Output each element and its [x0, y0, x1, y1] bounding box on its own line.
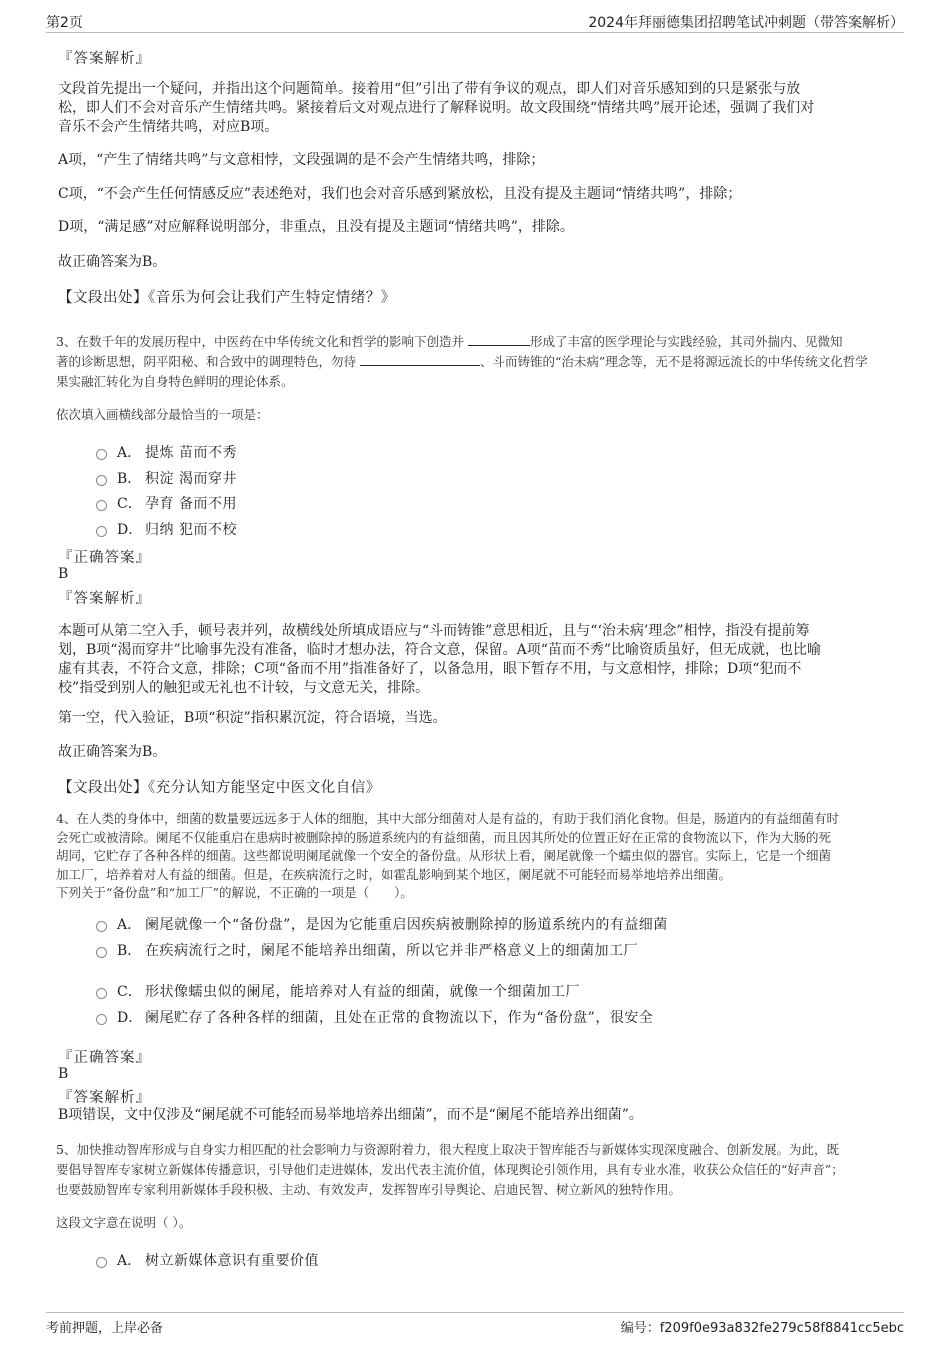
q2-note-d: D项，“满足感”对应解释说明部分，非重点，且没有提及主题词“情绪共鸣”，排除。 — [58, 219, 574, 235]
q4-analysis: B项错误，文中仅涉及“阑尾就不可能轻而易举地培养出细菌”，而不是“阑尾不能培养出细菌”。 — [58, 1107, 643, 1123]
option-letter: C． — [117, 496, 142, 512]
q3-source — [58, 776, 888, 797]
q2-analysis-line: 文段首先提出一个疑问，并指出这个问题简单。接着用“但”引出了带有争议的观点，即人们对音乐感知到的只是紧张与放 — [58, 81, 801, 97]
correct-answer-label: 『正确答案』 — [58, 1050, 151, 1066]
correct-answer-label: 『正确答案』 — [58, 550, 151, 566]
option-text: 孕育 备而不用 — [145, 496, 237, 512]
source-label: 【文段出处】 — [58, 780, 148, 796]
q2-note-a: A项，“产生了情绪共鸣”与文意相悖，文段强调的是不会产生情绪共鸣，排除； — [58, 152, 545, 168]
q3-stem-text: 果实融汇转化为自身特色鲜明的理论体系。 — [56, 374, 294, 389]
q4-stem-line: 4、在人类的身体中，细菌的数量要远远多于人体的细胞，其中大部分细菌对人是有益的，有助于我们消化食物。但是，肠道内的有益细菌有时 — [56, 811, 839, 826]
page-header — [46, 10, 904, 33]
q3-analysis-line: 划，B项“渴而穿井”比喻事先没有准备，临时才想办法，符合文意，保留。A项“苗而不秀”比喻资质虽好，但无成就，也比喻 — [58, 642, 822, 658]
q2-source — [58, 286, 888, 307]
radio-icon[interactable] — [96, 947, 107, 958]
radio-icon[interactable] — [96, 449, 107, 460]
radio-icon[interactable] — [96, 988, 107, 999]
q3-analysis-line: 本题可从第二空入手，顿号表并列，故横线处所填成语应与“斗而铸锥”意思相近，且与“‘治未病’理念”相悖，指没有提前筹 — [58, 623, 810, 639]
q3-analysis — [58, 622, 888, 698]
q3-stem — [56, 332, 886, 392]
q4-stem — [56, 810, 886, 903]
option-text: 阑尾就像一个“备份盘”，是因为它能重启因疾病被删除掉的肠道系统内的有益细菌 — [145, 917, 668, 933]
q3-answer: B — [58, 566, 69, 582]
answer-blank — [360, 353, 480, 366]
q3-analysis-line: 虚有其表，不符合文意，排除；C项“备而不用”指准备好了，以备急用，眼下暂存不用，与文意相悖，排除；D项“犯而不 — [58, 661, 802, 677]
option-text: 积淀 渴而穿井 — [145, 471, 237, 487]
analysis-label: 『答案解析』 — [58, 51, 151, 67]
q5-stem — [56, 1140, 886, 1200]
q5-stem-line: 也要鼓励智库专家利用新媒体手段积极、主动、有效发声，发挥智库引导舆论、启迪民智、树立新风的独特作用。 — [56, 1182, 682, 1197]
option-letter: A． — [117, 445, 142, 461]
document-code: 编号：f209f0e93a832fe279c58f8841cc5ebc — [620, 1321, 904, 1336]
option-text: 在疾病流行之时，阑尾不能培养出细菌，所以它并非严格意义上的细菌加工厂 — [145, 943, 638, 959]
radio-icon[interactable] — [96, 500, 107, 511]
q5-stem-line: 要倡导智库专家树立新媒体传播意识，引导他们走进媒体，发出代表主流价值，体现舆论引领作用，具有专业水准，收获公众信任的“好声音”； — [56, 1162, 844, 1177]
radio-icon[interactable] — [96, 1257, 107, 1268]
q3-stem-text: 、斗而铸锥的“治未病”理念等，无不是将源远流长的中华传统文化哲学 — [480, 354, 868, 369]
source-label: 【文段出处】 — [58, 290, 148, 306]
option-letter: C． — [117, 984, 142, 1000]
option-letter: D． — [117, 522, 143, 538]
option-letter: A． — [117, 1253, 142, 1269]
q2-analysis — [58, 80, 888, 137]
q3-stem-text: 3、在数千年的发展历程中，中医药在中华传统文化和哲学的影响下创造并 — [56, 334, 464, 349]
q2-analysis-line: 松，即人们不会对音乐产生情绪共鸣。紧接着后文对观点进行了解释说明。故文段围绕“情绪共鸣”展开论述，强调了我们对 — [58, 100, 815, 116]
q2-analysis-line: 音乐不会产生情绪共鸣，对应B项。 — [58, 119, 279, 135]
q4-option-d[interactable] — [96, 1007, 653, 1027]
q3-option-d[interactable] — [96, 519, 237, 539]
q5-stem-line: 5、加快推动智库形成与自身实力相匹配的社会影响力与资源附着力，很大程度上取决于智库能否与新媒体实现深度融合、创新发展。为此，既 — [56, 1142, 839, 1157]
q3-option-a[interactable] — [96, 442, 237, 462]
option-text: 归纳 犯而不校 — [145, 522, 237, 538]
analysis-label: 『答案解析』 — [58, 591, 151, 607]
q4-stem-line: 下列关于“备份盘”和“加工厂”的解说，不正确的一项是（ ）。 — [56, 885, 413, 900]
q4-option-c[interactable] — [96, 981, 580, 1001]
q3-verify: 第一空，代入验证，B项“积淀”指积累沉淀，符合语境，当选。 — [58, 710, 447, 726]
q4-option-b[interactable] — [96, 940, 638, 960]
option-letter: B． — [117, 471, 142, 487]
option-text: 提炼 苗而不秀 — [145, 445, 237, 461]
radio-icon[interactable] — [96, 1014, 107, 1025]
q3-stem-text: 形成了丰富的医学理论与实践经验，其司外揣内、见微知 — [529, 334, 843, 349]
q5-prompt: 这段文字意在说明（ ）。 — [56, 1215, 192, 1230]
option-text: 形状像蠕虫似的阑尾，能培养对人有益的细菌，就像一个细菌加工厂 — [145, 984, 580, 1000]
q3-conclusion: 故正确答案为B。 — [58, 744, 167, 760]
source-title: 《充分认知方能坚定中医文化自信》 — [148, 780, 381, 796]
q3-option-b[interactable] — [96, 468, 237, 488]
option-letter: D． — [117, 1010, 143, 1026]
q4-stem-line: 胡同，它贮存了各种各样的细菌。这些都说明阑尾就像一个安全的备份盘。从形状上看，阑尾就像一个蠕虫似的器官。实际上，它是一个细菌 — [56, 848, 832, 863]
option-letter: B． — [117, 943, 142, 959]
q4-stem-line: 加工厂，培养着对人有益的细菌。但是，在疾病流行之时，如霍乱影响到某个地区，阑尾就不可能轻而易举地培养出细菌。 — [56, 866, 732, 882]
radio-icon[interactable] — [96, 475, 107, 486]
q5-option-a[interactable] — [96, 1250, 319, 1270]
q2-note-c: C项，“不会产生任何情感反应”表述绝对，我们也会对音乐感到紧放松，且没有提及主题词“情绪共鸣”，排除； — [58, 186, 742, 202]
q4-option-a[interactable] — [96, 914, 668, 934]
q3-stem-text: 著的诊断思想，阴平阳秘、和合致中的调理特色，勿待 — [56, 354, 357, 369]
source-title: 《音乐为何会让我们产生特定情绪？》 — [148, 290, 396, 306]
document-title: 2024年拜丽德集团招聘笔试冲刺题（带答案解析） — [588, 15, 904, 31]
q4-stem-line: 会死亡或被清除。阑尾不仅能重启在患病时被删除掉的肠道系统内的有益细菌，而且因其所处的位置正好在正常的食物流以下，作为大肠的死 — [56, 829, 832, 845]
radio-icon[interactable] — [96, 526, 107, 537]
option-text: 树立新媒体意识有重要价值 — [145, 1253, 319, 1269]
q3-prompt: 依次填入画横线部分最恰当的一项是： — [56, 407, 269, 422]
analysis-label: 『答案解析』 — [58, 1090, 151, 1106]
q4-answer: B — [58, 1066, 69, 1082]
radio-icon[interactable] — [96, 921, 107, 932]
page-footer — [46, 1312, 904, 1335]
footer-slogan: 考前押题，上岸必备 — [46, 1321, 164, 1336]
q3-option-c[interactable] — [96, 493, 237, 513]
option-letter: A． — [117, 917, 142, 933]
q3-analysis-line: 校”指受到别人的触犯或无礼也不计较，与文意无关，排除。 — [58, 680, 430, 696]
option-text: 阑尾贮存了各种各样的细菌，且处在正常的食物流以下，作为“备份盘”，很安全 — [145, 1010, 654, 1026]
answer-blank — [468, 333, 530, 346]
page-number: 第2页 — [46, 15, 83, 31]
q2-conclusion: 故正确答案为B。 — [58, 254, 167, 270]
